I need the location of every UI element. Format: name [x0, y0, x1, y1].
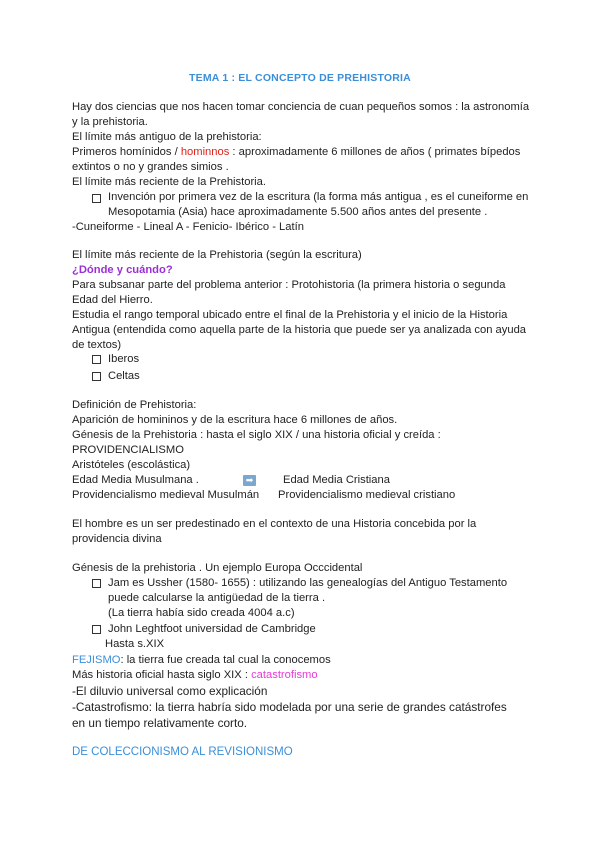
text-line: Para subsanar parte del problema anterior : Protohistoria (la primera historia o segunda	[72, 279, 506, 291]
text-segment: : la tierra fue creada tal cual la conocemos	[120, 654, 331, 666]
text-line: -Cuneiforme - Lineal A - Fenicio- Ibérico - Latín	[72, 221, 304, 233]
list-item-continuation: Hasta s.XIX	[105, 638, 165, 650]
text-line: El hombre es un ser predestinado en el contexto de una Historia concebida por la	[72, 518, 477, 530]
text-line: -El diluvio universal como explicación	[72, 684, 268, 698]
text-segment: Primeros homínidos /	[72, 146, 181, 158]
text-line: El límite más antiguo de la prehistoria:	[72, 131, 262, 143]
text-line: Génesis de la prehistoria . Un ejemplo Europa Occcidental	[72, 562, 363, 574]
checkbox-icon	[92, 194, 101, 203]
text-segment: Más historia oficial hasta siglo XIX :	[72, 669, 252, 681]
text-line: extintos o no y grandes simios .	[72, 161, 229, 173]
text-line: El límite más reciente de la Prehistoria (según la escritura)	[72, 249, 362, 261]
list-item: Iberos	[108, 353, 140, 365]
list-item-continuation: Mesopotamia (Asia) hace aproximadamente 5.500 años antes del presente .	[108, 206, 488, 218]
text-line: Génesis de la Prehistoria : hasta el siglo XIX / una historia oficial y creída :	[72, 429, 441, 441]
subheading: ¿Dónde y cuándo?	[72, 264, 173, 276]
highlighted-term: FEJISMO	[72, 654, 121, 666]
text-line: y la prehistoria.	[72, 116, 148, 128]
list-item: John Leghtfoot universidad de Cambridge	[108, 623, 316, 635]
page-title: TEMA 1 : EL CONCEPTO DE PREHISTORIA	[189, 72, 411, 84]
checkbox-icon	[92, 372, 101, 381]
text-line: Edad Media Musulmana .	[72, 474, 199, 486]
highlighted-term: catastrofismo	[251, 669, 318, 681]
list-item: Invención por primera vez de la escritura (la forma más antigua , es el cuneiforme en	[108, 191, 529, 203]
text-line: Hay dos ciencias que nos hacen tomar conciencia de cuan pequeños somos : la astronomía	[72, 101, 530, 113]
list-item-continuation: puede calcularse la antigüedad de la tierra .	[108, 592, 326, 604]
text-line: de textos)	[72, 339, 122, 351]
arrow-right-icon: ➡	[243, 475, 256, 486]
list-item-continuation: (La tierra había sido creada 4004 a.c)	[108, 607, 295, 619]
text-line: Aparición de homininos y de la escritura hace 6 millones de años.	[72, 414, 398, 426]
text-line: PROVIDENCIALISMO	[72, 444, 184, 456]
list-item: Celtas	[108, 370, 140, 382]
text-line: en un tiempo relativamente corto.	[72, 716, 248, 730]
text-line: providencia divina	[72, 533, 162, 545]
text-line: El límite más reciente de la Prehistoria.	[72, 176, 266, 188]
text-line: Edad Media Cristiana	[283, 474, 390, 486]
text-line: Aristóteles (escolástica)	[72, 459, 191, 471]
checkbox-icon	[92, 625, 101, 634]
text-line: Providencialismo medieval cristiano	[278, 489, 456, 501]
highlighted-term: hominnos	[180, 146, 230, 158]
text-line: Definición de Prehistoria:	[72, 399, 197, 411]
text-line: Edad del Hierro.	[72, 294, 153, 306]
text-line	[72, 145, 520, 160]
text-line	[72, 653, 331, 668]
checkbox-icon	[92, 579, 101, 588]
text-line: Estudia el rango temporal ubicado entre el final de la Prehistoria y el inicio de la Historia	[72, 309, 508, 321]
list-item: Jam es Ussher (1580- 1655) : utilizando las genealogías del Antiguo Testamento	[108, 577, 508, 589]
text-line: Providencialismo medieval Musulmán	[72, 489, 260, 501]
section-heading: DE COLECCIONISMO AL REVISIONISMO	[72, 746, 293, 758]
text-line: Antigua (entendida como aquella parte de la historia que puede ser ya analizada con ayuda	[72, 324, 527, 336]
text-line: -Catastrofismo: la tierra habría sido modelada por una serie de grandes catástrofes	[72, 700, 507, 714]
checkbox-icon	[92, 355, 101, 364]
text-line	[72, 668, 318, 683]
text-segment: : aproximadamente 6 millones de años ( primates bípedos	[229, 146, 521, 158]
